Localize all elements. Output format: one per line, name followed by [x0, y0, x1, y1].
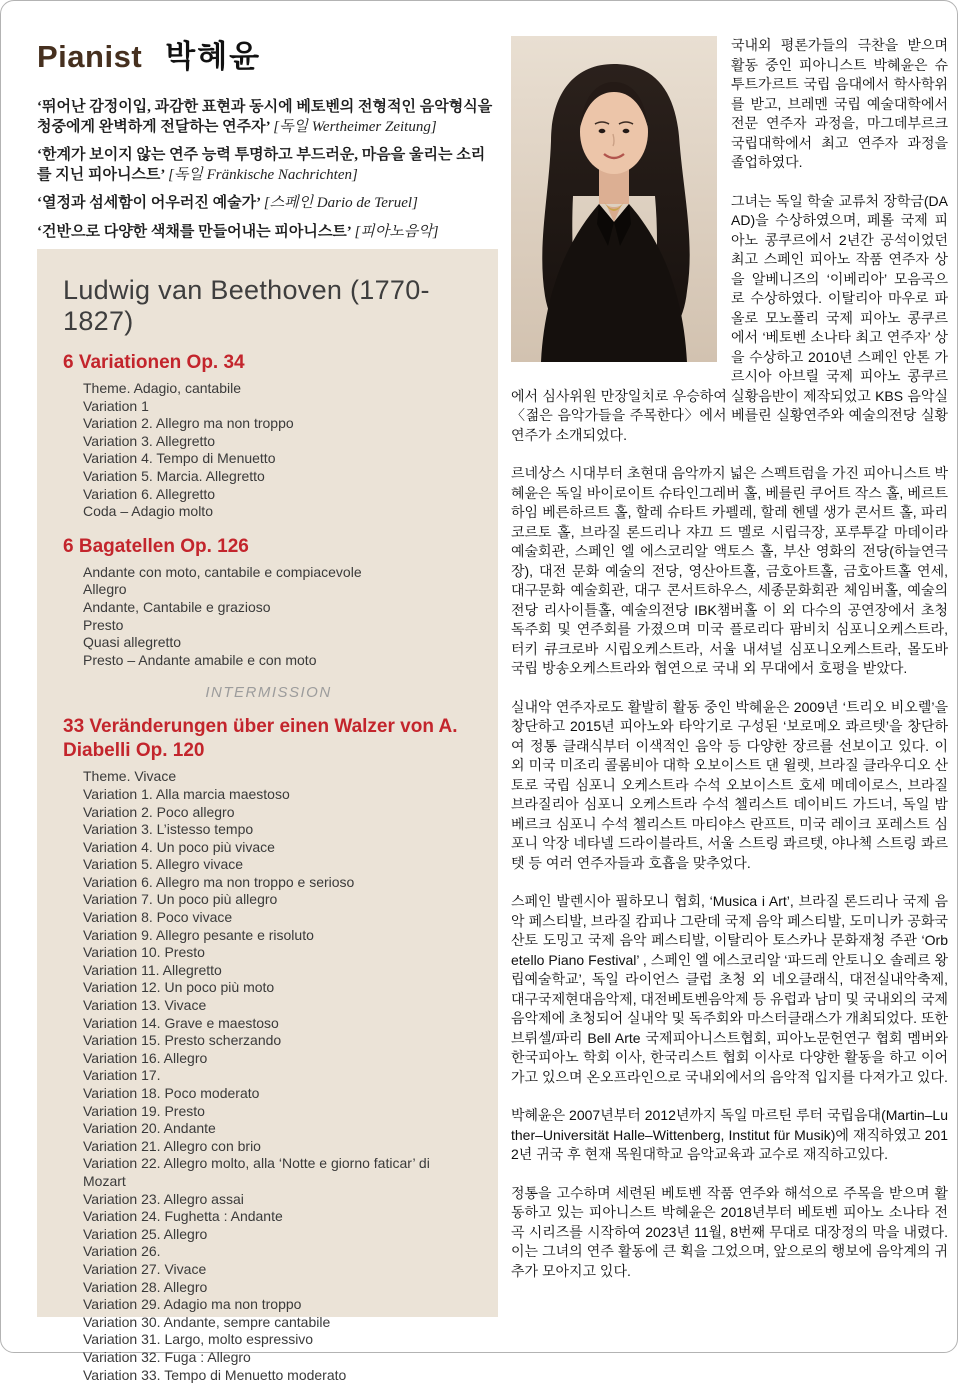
- piece-item: Variation 27. Vivace: [83, 1261, 474, 1279]
- page-title-korean: 박혜윤: [165, 39, 261, 74]
- bio-paragraph: 그녀는 독일 학술 교류처 장학금(DAAD)을 수상하였으며, 페롤 국제 피아노 콩쿠르에서 2년간 공석이었던 최고 스페인 피아노 작품 연주자 상을 알베니즈의 ‘이베리아’ 모음곡으로 수상하였다. 이탈리아 마우로 파올로 모노폴리 국제 피아노 콩쿠르에서 ‘베토벤 소나타 최고 연주자’ 상을 수상하고 2010년 스페인 안톤 가르시아 아브릴 국제 피아노 콩쿠르에서 심사위원 만장일치로 우승하여 실황음반이 제작되었고 KBS 음악실 〈젊은 음악가들을 주목한다〉에서 베를린 실황연주와 예술의전당 실황연주가 소개되었다.: [511, 192, 948, 446]
- bio-paragraph: 국내외 평론가들의 극찬을 받으며 활동 중인 피아니스트 박혜윤은 슈투트가르트 국립 음대에서 학사학위를 받고, 브레멘 국립 예술대학에서 전문 연주자 과정을, 마그데부르크 국립대학에서 최고 연주자 과정을 졸업하였다.: [511, 36, 948, 173]
- piece-item: Variation 3. L’istesso tempo: [83, 821, 474, 839]
- piece-item: Variation 8. Poco vivace: [83, 909, 474, 927]
- quote-text: ‘열정과 섬세함이 어우러진 예술가’: [37, 195, 264, 211]
- piece-item: Variation 33. Tempo di Menuetto moderato: [83, 1367, 474, 1384]
- quote-source: [독일 Wertheimer Zeitung]: [273, 119, 436, 135]
- piece-item: Andante con moto, cantabile e compiacevole: [83, 564, 474, 582]
- bio-paragraph: 르네상스 시대부터 초현대 음악까지 넓은 스펙트럼을 가진 피아니스트 박혜윤은 독일 바이로이트 슈타인그레버 홀, 베를린 쿠어트 작스 홀, 베르트하임 베른하르트 홀, 할레 슈타트 카펠레, 할레 헨델 생가 콘서트 홀, 파리 코르토 홀, 브라질 론드리나 쟈끄 드 멜로 시립극장, 포루투갈 마데이라 예술회관, 스페인 엘 에스코리알 액토스 홀, 부산 영화의 전당(하늘연극장), 대전 문화 예술의 전당, 영산아트홀, 금호아트홀, 금호아트홀 연세, 대구문화 예술회관, 대구 콘서트하우스, 세종문화회관 체임버홀, 예술의전당 리사이틀홀, 예술의전당 IBK챔버홀 이 외 다수의 공연장에서 초청 독주회 및 연주회를 가졌으며 미국 플로리다 팜비치 심포니오케스트라, 터키 큐크로바 시립오케스트라, 서울 내셔널 심포니오케스트라, 몰도바 국립 방송오케스트라와 협연으로 국내 외 무대에서 호평을 받았다.: [511, 464, 948, 679]
- biography-column: [511, 36, 948, 1300]
- quote-text: ‘건반으로 다양한 색채를 만들어내는 피아니스트’: [37, 224, 354, 240]
- piece-item: Variation 5. Marcia. Allegretto: [83, 468, 474, 486]
- piece-item: Variation 15. Presto scherzando: [83, 1032, 474, 1050]
- page-title-english: Pianist: [37, 39, 142, 74]
- program-section-bagatellen: [63, 535, 474, 670]
- bio-paragraph: 박혜윤은 2007년부터 2012년까지 독일 마르틴 루터 국립음대(Martin–Luther–Universität Halle–Wittenberg, Institut für Musik)에 재직하였고 2012년 귀국 후 현재 목원대학교 음악교육과 교수로 재직하고있다.: [511, 1106, 948, 1165]
- piece-item: Variation 14. Grave e maestoso: [83, 1015, 474, 1033]
- piece-list: [83, 564, 474, 670]
- piece-item: Variation 26.: [83, 1243, 474, 1261]
- section-title: 33 Veränderungen über einen Walzer von A. Diabelli Op. 120: [63, 715, 474, 763]
- piece-item: Variation 18. Poco moderato: [83, 1085, 474, 1103]
- piece-item: Presto: [83, 617, 474, 635]
- press-quotes: [37, 98, 498, 242]
- left-column: [37, 31, 498, 251]
- piece-item: Allegro: [83, 581, 474, 599]
- bio-paragraph: 스페인 발렌시아 필하모니 협회, ‘Musica i Art’, 브라질 론드리나 국제 음악 페스티발, 브라질 캄피나 그란데 국제 음악 페스티발, 도미니카 공화국 산토 도밍고 국제 음악 페스티발, 이탈리아 토스카나 문화재청 주관 ‘Orbetello Piano Festival’ , 스페인 엘 에스코리알 ‘파드레 안토니오 솔레르 왕립예술학교’, 독일 라이언스 클럽 초청 외 네오클래식, 대전실내악축제, 대구국제현대음악제, 대전베토벤음악제 등 유럽과 남미 및 국내외의 국제 음악제에 초청되어 실내악 및 독주회와 마스터클래스가 개최되었다. 또한 브뤼셀/파리 Bell Arte 국제피아니스트협회, 피아노문헌연구 협회 멤버와 한국피아노 학회 이사, 한국리스트 협회 이사로 다양한 활동을 하고 이어가고 있으며 온오프라인으로 국내외에서의 음악적 입지를 다져가고 있다.: [511, 892, 948, 1087]
- bio-paragraph: 정통을 고수하며 세련된 베토벤 작품 연주와 해석으로 주목을 받으며 활동하고 있는 피아니스트 박혜윤은 2018년부터 베토벤 피아노 소나타 전곡 시리즈를 시작하여 2023년 11월, 8번째 무대로 대장정의 막을 내렸다. 이는 그녀의 연주 활동에 큰 획을 그었으며, 앞으로의 행보에 음악계의 귀추가 모아지고 있다.: [511, 1184, 948, 1282]
- piece-item: Variation 31. Largo, molto espressivo: [83, 1331, 474, 1349]
- piece-item: Variation 4. Tempo di Menuetto: [83, 450, 474, 468]
- piece-item: Variation 24. Fughetta : Andante: [83, 1208, 474, 1226]
- piece-item: Theme. Vivace: [83, 768, 474, 786]
- piece-item: Variation 2. Poco allegro: [83, 804, 474, 822]
- piece-item: Variation 5. Allegro vivace: [83, 856, 474, 874]
- piece-item: Coda – Adagio molto: [83, 503, 474, 521]
- piece-item: Theme. Adagio, cantabile: [83, 380, 474, 398]
- quote-text: ‘뛰어난 감정이입, 과감한 표현과 동시에 베토벤의 전형적인 음악형식을 청중에게 완벽하게 전달하는 연주자’: [37, 99, 492, 135]
- press-quote: [37, 98, 498, 137]
- pianist-photo: [511, 36, 717, 362]
- piece-item: Variation 1: [83, 398, 474, 416]
- press-quote: [37, 223, 498, 243]
- piece-item: Variation 25. Allegro: [83, 1226, 474, 1244]
- piece-item: Variation 9. Allegro pesante e risoluto: [83, 927, 474, 945]
- page-title: [37, 31, 498, 76]
- piece-item: Variation 11. Allegretto: [83, 962, 474, 980]
- piece-item: Variation 32. Fuga : Allegro: [83, 1349, 474, 1367]
- press-quote: [37, 146, 498, 185]
- bio-paragraph: 실내악 연주자로도 활발히 활동 중인 박혜윤은 2009년 ‘트리오 비오렐’을 창단하고 2015년 피아노와 타악기로 구성된 ‘보로메오 콰르텟’을 창단하여 정통 클래식부터 이색적인 음악 등 다양한 장르를 선보이고 있다. 이 외 미국 미조리 콜롬비아 대학 오보이스트 댄 윌렛, 브라질 클라우디오 산토로 국립 심포니 오케스트라 수석 오보이스트 호세 메데이로스, 브라질 브라질리아 심포니 오케스트라 수석 첼리스트 데이비드 가드너, 독일 밤베르크 심포니 수석 첼리스트 마티야스 란프트, 미국 레이크 포레스트 심포니 악장 네타넬 드라이블라트, 서울 스트링 콰르텟, 야나첵 스트링 콰르텟 등 여러 연주자들과 호흡을 맞추었다.: [511, 698, 948, 874]
- press-quote: [37, 194, 498, 214]
- biography: [511, 36, 948, 1281]
- piece-item: Presto – Andante amabile e con moto: [83, 652, 474, 670]
- section-title: 6 Variationen Op. 34: [63, 351, 474, 375]
- piece-item: Variation 28. Allegro: [83, 1279, 474, 1297]
- piece-item: Variation 6. Allegro ma non troppo e serioso: [83, 874, 474, 892]
- piece-item: Variation 20. Andante: [83, 1120, 474, 1138]
- piece-item: Variation 6. Allegretto: [83, 486, 474, 504]
- piece-item: Variation 29. Adagio ma non troppo: [83, 1296, 474, 1314]
- piece-item: Variation 23. Allegro assai: [83, 1191, 474, 1209]
- program-section-variationen: [63, 351, 474, 521]
- piece-item: Variation 7. Un poco più allegro: [83, 891, 474, 909]
- quote-text: ‘한계가 보이지 않는 연주 능력 투명하고 부드러운, 마음을 울리는 소리를 지닌 피아니스트’: [37, 147, 485, 183]
- intermission-label: INTERMISSION: [63, 684, 474, 701]
- quote-source: [스페인 Dario de Teruel]: [264, 195, 418, 211]
- piece-item: Variation 3. Allegretto: [83, 433, 474, 451]
- program-section-diabelli: [63, 715, 474, 1384]
- piece-item: Variation 13. Vivace: [83, 997, 474, 1015]
- piece-item: Variation 4. Un poco più vivace: [83, 839, 474, 857]
- piece-item: Quasi allegretto: [83, 634, 474, 652]
- piece-item: Variation 12. Un poco più moto: [83, 979, 474, 997]
- composer-heading: Ludwig van Beethoven (1770-1827): [63, 275, 474, 337]
- piece-item: Andante, Cantabile e grazioso: [83, 599, 474, 617]
- piece-item: Variation 17.: [83, 1067, 474, 1085]
- piece-item: Variation 19. Presto: [83, 1103, 474, 1121]
- piece-item: Variation 16. Allegro: [83, 1050, 474, 1068]
- quote-source: [피아노음악]: [354, 224, 438, 240]
- piece-list: [83, 768, 474, 1384]
- section-title: 6 Bagatellen Op. 126: [63, 535, 474, 559]
- quote-source: [독일 Fränkische Nachrichten]: [168, 167, 358, 183]
- piece-item: Variation 10. Presto: [83, 944, 474, 962]
- piece-item: Variation 2. Allegro ma non troppo: [83, 415, 474, 433]
- piece-item: Variation 30. Andante, sempre cantabile: [83, 1314, 474, 1332]
- piece-item: Variation 21. Allegro con brio: [83, 1138, 474, 1156]
- piece-item: Variation 1. Alla marcia maestoso: [83, 786, 474, 804]
- program-box: [37, 249, 498, 1317]
- piece-item: Variation 22. Allegro molto, alla ‘Notte e giorno faticar’ di Mozart: [83, 1155, 474, 1190]
- piece-list: [83, 380, 474, 521]
